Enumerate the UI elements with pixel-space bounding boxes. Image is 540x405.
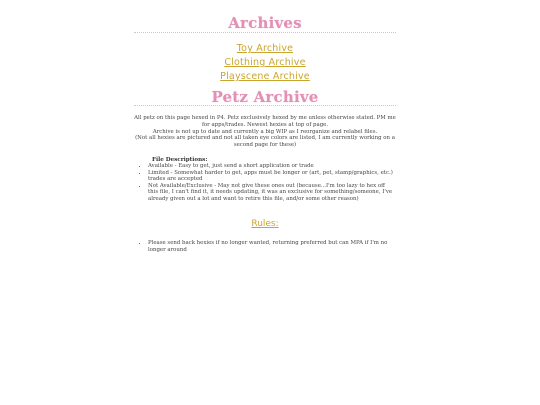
archive-links	[134, 42, 396, 84]
file-descriptions	[134, 157, 396, 203]
intro-line-3: (Not all hexies are pictured and not all taken eye colors are listed, I am currently working on a second page for these)	[135, 135, 395, 149]
list-item: • Available - Easy to get, just send a short application or trade	[148, 163, 396, 170]
link-playscene-archive[interactable]: Playscene Archive	[220, 71, 310, 82]
intro-line-2: Archive is not up to date and currently a big WIP as I reorganize and relabel files.	[152, 128, 378, 135]
intro-line-1: All petz on this page hexed in P4. Petz exclusively hexed by me unless otherwise stated. PM me for apps/trades. Newest hexies at top of page.	[134, 115, 396, 128]
rules-heading[interactable]: Rules:	[251, 219, 279, 229]
section-title: Petz Archive	[211, 88, 319, 106]
list-item: • Not Available/Exclusive - May not give these ones out (because...I'm too lazy to hex off this file, I can't find it, it needs updating, it was an exclusive for something/someone, I've already given out a lot and want to retire this file, and/or some other reason)	[148, 183, 396, 203]
descriptions-list	[134, 163, 396, 203]
list-item: • Limited - Somewhat harder to get, apps must be longer or (art, pet, stamp/graphics, etc.) trades are accepted	[148, 170, 396, 183]
intro-text	[134, 115, 396, 149]
list-item: • Please send back hexies if no longer wanted, returning preferred but can MPA if I'm no longer around	[148, 240, 396, 253]
title-divider	[134, 32, 396, 33]
link-clothing-archive[interactable]: Clothing Archive	[224, 57, 306, 68]
content-fade	[134, 253, 396, 263]
page-title: Archives	[228, 14, 302, 32]
rules-list-container	[134, 240, 396, 253]
rules-list	[134, 240, 396, 253]
section-divider	[134, 105, 396, 106]
descriptions-heading: File Descriptions:	[152, 157, 208, 163]
link-toy-archive[interactable]: Toy Archive	[236, 43, 294, 54]
